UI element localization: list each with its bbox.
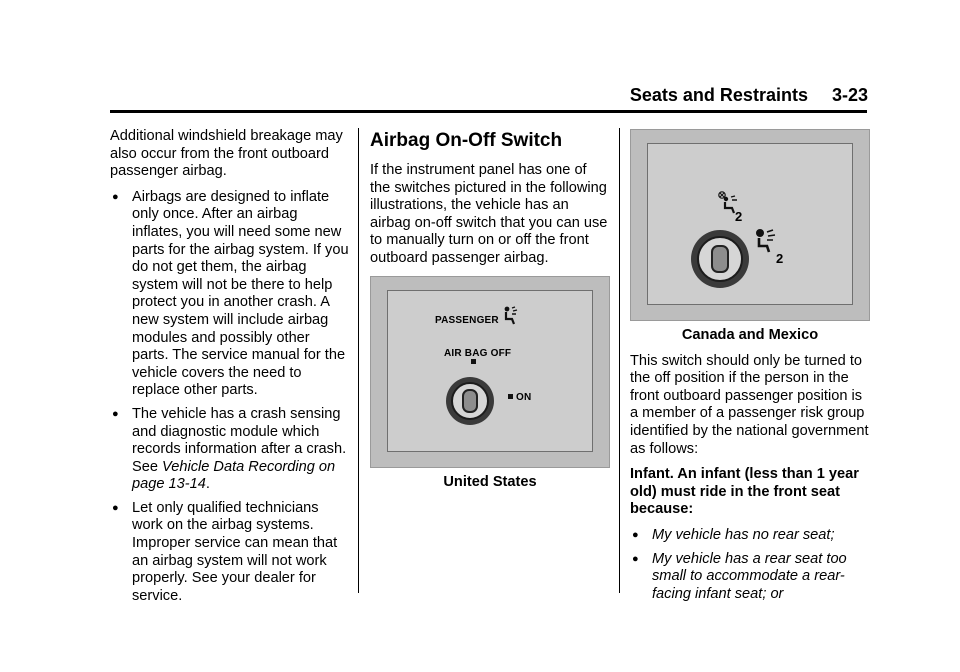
bullet-icon: ●	[112, 407, 119, 420]
key-slot	[462, 389, 478, 413]
on-label: ON	[516, 391, 532, 403]
list-item: ● The vehicle has a crash sensing and diagnostic module which records information after a crash. See Vehicle Data Recording on page 13-14.	[112, 405, 347, 493]
icon-number: 2	[735, 209, 743, 224]
canada-mexico-switch-illustration	[630, 129, 870, 321]
column-1	[110, 128, 350, 611]
switch-panel	[647, 143, 853, 305]
off-indicator	[471, 359, 476, 364]
section-heading: Airbag On-Off Switch	[370, 130, 563, 151]
body-paragraph: This switch should only be turned to the off position if the person in the front outboard passenger position is a member of a passenger risk group identified by the national government as follows:	[630, 352, 869, 457]
passenger-label: PASSENGER	[435, 314, 499, 326]
bullet-text: My vehicle has a rear seat too small to accommodate a rear-facing infant seat; or	[652, 550, 847, 602]
bullet-icon: ●	[112, 190, 119, 203]
page-number: 3-23	[831, 85, 868, 105]
list-item	[630, 527, 870, 545]
switch-knob	[691, 230, 749, 288]
infant-heading: Infant. An infant (less than 1 year old) must ride in the front seat because:	[630, 466, 859, 518]
us-switch-illustration	[370, 276, 610, 468]
column-3	[630, 128, 870, 609]
column-divider	[358, 128, 359, 593]
list-item	[630, 551, 870, 604]
bullet-text: The vehicle has a crash sensing and diagnostic module which records information after a crash. See	[132, 405, 347, 475]
column-divider	[619, 128, 620, 593]
airbag-seat-icon	[501, 305, 521, 325]
on-indicator	[508, 394, 513, 399]
bullet-list	[110, 189, 350, 606]
icon-number: 2	[776, 251, 784, 266]
list-item	[110, 500, 350, 606]
key-slot	[711, 245, 729, 273]
bullet-icon: ●	[632, 528, 639, 541]
section-title: Seats and Restraints	[629, 85, 808, 105]
cross-reference-link[interactable]: Vehicle Data Recording on page 13-14	[132, 458, 336, 493]
bullet-text: My vehicle has no rear seat;	[652, 526, 835, 543]
bullet-text: Airbags are designed to inflate only once. After an airbag inflates, you will need some new parts for the airbag system. If you do not get them, the airbag system will not be there to help protect you in another crash. A new system will include airbag modules and possibly other parts. The service manual for the vehicle covers the need to replace other parts.	[132, 188, 349, 399]
bullet-list	[630, 527, 870, 603]
figure-caption: United States	[443, 473, 537, 490]
column-2	[370, 128, 610, 499]
intro-paragraph: Additional windshield breakage may also occur from the front outboard passenger airbag.	[110, 128, 343, 180]
bullet-icon: ●	[112, 501, 119, 514]
header-rule	[110, 110, 867, 113]
body-paragraph: If the instrument panel has one of the switches pictured in the following illustrations, the vehicle has an airbag on-off switch that you can use to manually turn on or off the front outboard passenger airbag.	[370, 162, 608, 266]
figure-caption: Canada and Mexico	[681, 327, 819, 343]
bullet-icon: ●	[632, 552, 639, 565]
page-header	[630, 85, 868, 106]
switch-knob	[446, 377, 494, 425]
airbag-off-label: AIR BAG OFF	[444, 347, 512, 359]
bullet-text: Let only qualified technicians work on the airbag systems. Improper service can mean that an airbag system will not work properly. See your dealer for service.	[132, 499, 338, 604]
list-item	[110, 189, 350, 400]
